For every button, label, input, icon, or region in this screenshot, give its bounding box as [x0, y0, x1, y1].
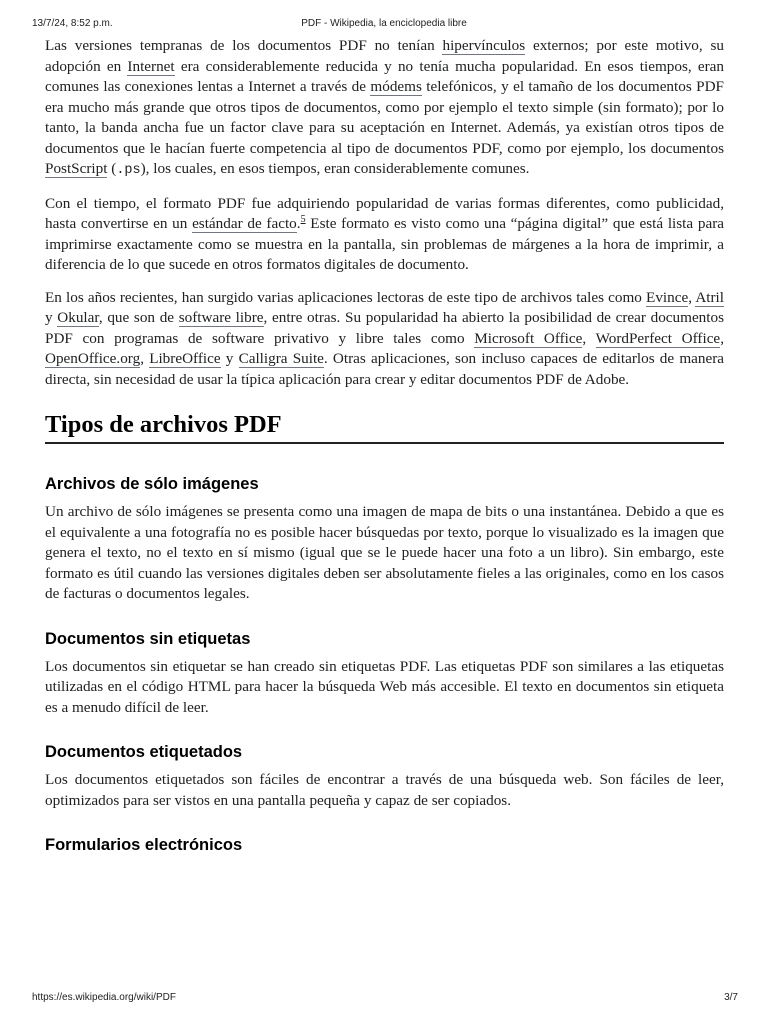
- print-url: https://es.wikipedia.org/wiki/PDF: [32, 992, 176, 1003]
- paragraph-documentos-sin-etiquetas: Los documentos sin etiquetar se han creado sin etiquetas PDF. Las etiquetas PDF son similares a las etiquetas utilizadas en el código HTML para hacer la búsqueda Web más accesible. El texto en documentos sin etiqueta es a menudo difícil de leer.: [45, 657, 724, 716]
- print-page-title: PDF - Wikipedia, la enciclopedia libre: [301, 18, 467, 29]
- print-date: 13/7/24, 8:52 p.m.: [32, 18, 113, 29]
- heading-archivos-solo-imagenes: Archivos de sólo imágenes: [45, 475, 259, 493]
- print-header: [0, 18, 768, 32]
- reference-5[interactable]: 5: [300, 213, 306, 225]
- link-okular[interactable]: Okular: [57, 309, 99, 326]
- link-libreoffice[interactable]: LibreOffice: [149, 350, 221, 367]
- link-postscript[interactable]: PostScript: [45, 160, 108, 177]
- heading-tipos-de-archivos-pdf: Tipos de archivos PDF: [45, 410, 724, 444]
- link-evince[interactable]: Evince: [646, 288, 689, 306]
- code-ps-extension: .ps: [116, 163, 141, 178]
- link-microsoft-office[interactable]: Microsoft Office: [474, 329, 583, 347]
- link-calligra-suite[interactable]: Calligra Suite: [238, 350, 324, 367]
- link-estandar-de-facto[interactable]: estándar de facto: [192, 215, 297, 232]
- paragraph-archivos-solo-imagenes: Un archivo de sólo imágenes se presenta como una imagen de mapa de bits o una instantánea. Debido a que es el equivalente a una fotografía no es posible hacer búsquedas por texto, porque lo visualizado es la imagen que genera el texto, no el texto en sí mismo (igual que se le puede hacer una foto a un libro). Sin embargo, este formato es útil cuando las versiones digitales deben ser absolutamente fieles a las originales, como en los casos de facturas o documentos legales.: [45, 503, 724, 602]
- page-number: 3/7: [724, 992, 738, 1003]
- heading-documentos-sin-etiquetas: Documentos sin etiquetas: [45, 629, 251, 648]
- link-internet[interactable]: Internet: [127, 57, 175, 75]
- heading-formularios-electronicos: Formularios electrónicos: [45, 836, 243, 854]
- paragraph-applications: En los años recientes, han surgido varias aplicaciones lectoras de este tipo de archivos tales como Evince, Atril y Okular, que son de software libre, entre otras. Su popularidad ha abierto la posibilidad de crear documentos PDF con programas de software privativo y libre tales como Microsoft Office, WordPerfect Office, OpenOffice.org, LibreOffice y Calligra Suite. Otras aplicaciones, son incluso capaces de editarlos de manera directa, sin necesidad de usar la típica aplicación para crear y editar documentos PDF de Adobe.: [45, 288, 725, 388]
- link-hipervinculos[interactable]: hipervínculos: [442, 37, 526, 54]
- link-wordperfect-office[interactable]: WordPerfect Office: [595, 329, 721, 347]
- heading-documentos-etiquetados: Documentos etiquetados: [45, 743, 243, 761]
- paragraph-documentos-etiquetados: Los documentos etiquetados son fáciles de encontrar a través de una búsqueda web. Son fáciles de leer, optimizados para ser vistos en una pantalla pequeña y capaz de ser copiados.: [45, 771, 724, 809]
- link-modems[interactable]: módems: [370, 78, 422, 95]
- link-atril[interactable]: Atril: [695, 288, 724, 306]
- article-content: [45, 36, 724, 863]
- paragraph-early-versions: Las versiones tempranas de los documentos PDF no tenían hipervínculos externos; por este motivo, su adopción en Internet era considerablemente reducida y no tenía mucha popularidad. En esos tiempos, eran comunes las conexiones lentas a Internet a través de módems telefónicos, y el tamaño de los documentos PDF era mucho más grande que otros tipos de documentos, como por ejemplo el texto simple (sin formato); por lo tanto, la banda ancha fue un factor clave para su aceptación en Internet. Además, ya existían otros tipos de documentos que le hacían fuerte competencia al tipo de documentos PDF, como por ejemplo, los documentos PostScript (.ps), los cuales, en esos tiempos, eran considerablemente comunes.: [45, 37, 724, 178]
- link-openoffice[interactable]: OpenOffice.org: [45, 350, 141, 367]
- link-software-libre[interactable]: software libre: [178, 309, 264, 326]
- paragraph-popularity: Con el tiempo, el formato PDF fue adquiriendo popularidad de varias formas diferentes, como publicidad, hasta convertirse en un estándar de facto.$^5$ Este formato es visto como una “página digital” que está lista para imprimirse exactamente como se muestra en la pantalla, sin problemas de márgenes a la hora de imprimir, a diferencia de lo que sucede en otros formatos digitales de documento.: [45, 194, 724, 273]
